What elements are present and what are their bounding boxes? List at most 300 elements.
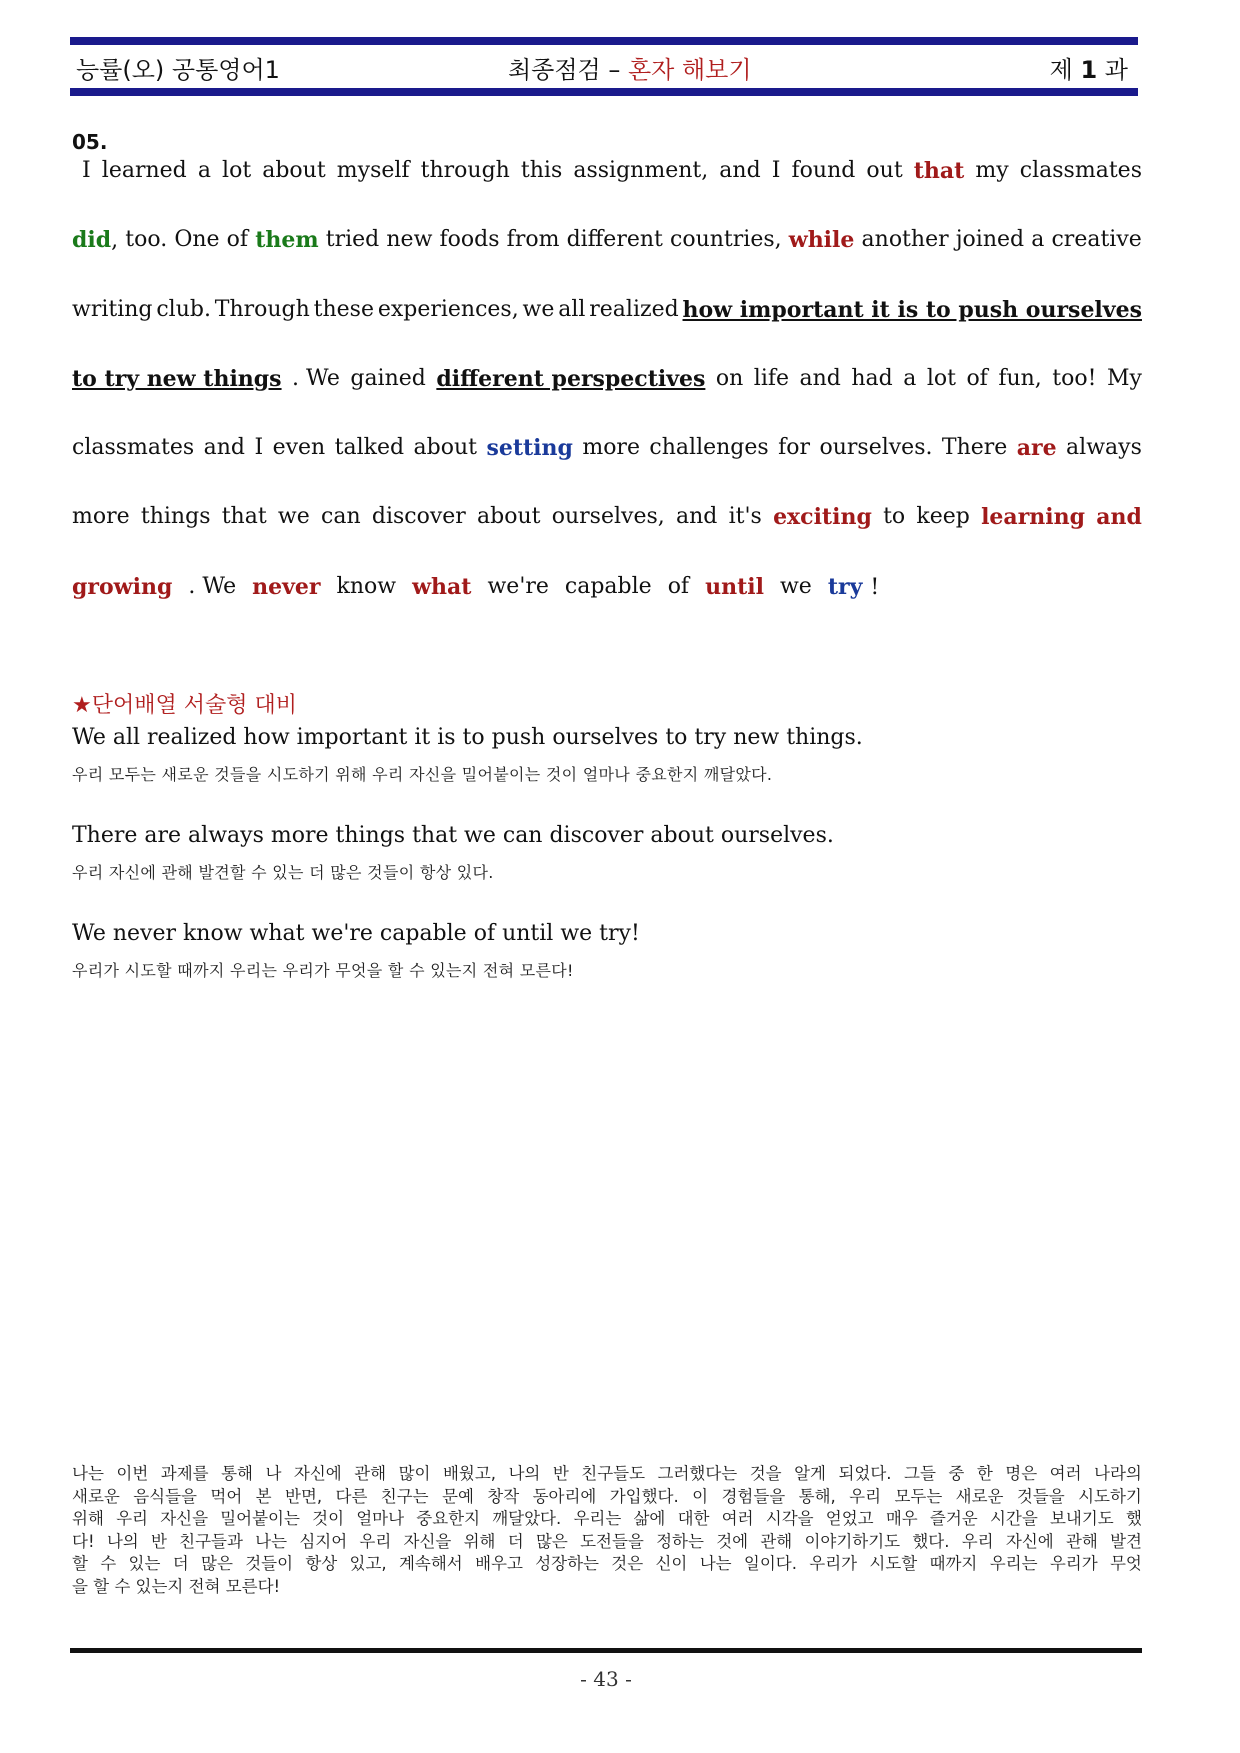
passage-line — [72, 296, 1142, 365]
translation-word: 우리가 — [1049, 1554, 1098, 1573]
word: it's — [728, 504, 762, 530]
translation-word: 우리 — [359, 1531, 392, 1551]
word: myself — [336, 158, 410, 183]
translation-word: 우리가 — [809, 1554, 858, 1573]
passage-word — [222, 503, 267, 572]
translation-word: 자신에 — [1005, 1531, 1054, 1551]
word: about — [477, 504, 541, 530]
translation-word: 깨달았다. — [492, 1509, 562, 1528]
passage-word — [956, 226, 1024, 295]
translation-word: 창작 — [487, 1486, 520, 1506]
highlighted-word: while — [788, 227, 855, 254]
passage-word — [819, 434, 932, 503]
translation-word: 도전들을 — [580, 1531, 644, 1551]
translation-word: 그들 — [904, 1464, 936, 1483]
practice-sentence-2: There are always more things that we can discover about ourselves. — [72, 823, 834, 848]
translation-word: 과제를 — [160, 1464, 209, 1483]
translation-word: 나 — [265, 1464, 282, 1483]
word: too. — [125, 227, 168, 253]
passage-word — [262, 157, 325, 226]
translation-word: 명은 — [1005, 1464, 1038, 1483]
highlighted-word: exciting — [773, 504, 872, 531]
word: talked — [334, 435, 405, 461]
word: my — [975, 158, 1009, 183]
translation-word: 모두는 — [894, 1486, 943, 1506]
question-number: 05. — [72, 130, 108, 154]
translation-word: 나는 — [255, 1531, 288, 1551]
translation-word: 알게 — [794, 1464, 826, 1483]
translation-word: 계속해서 — [398, 1554, 463, 1573]
highlighted-word: learning — [981, 504, 1086, 531]
passage-word — [966, 365, 987, 434]
passage-word — [507, 226, 560, 295]
translation-line — [72, 1531, 1142, 1554]
translation-word: 여러 — [1049, 1464, 1082, 1483]
translation-word: 일이다. — [743, 1554, 797, 1573]
translation-word: 것이 — [312, 1509, 345, 1528]
passage-word — [254, 434, 263, 503]
passage-word — [729, 503, 762, 572]
translation-word: 위해 — [72, 1509, 104, 1528]
passage-word — [188, 573, 244, 642]
word: club. — [156, 296, 211, 322]
passage-word — [414, 434, 477, 503]
passage-word — [942, 434, 1007, 503]
word: fun, — [998, 365, 1042, 391]
passage-word — [778, 434, 810, 503]
translation-word: 대한 — [677, 1509, 710, 1528]
word: One — [174, 227, 220, 253]
word: learned — [101, 158, 187, 183]
translation-word: 관해 — [354, 1464, 387, 1483]
word: lot — [222, 158, 252, 183]
word: and — [719, 158, 761, 183]
passage-word — [174, 226, 219, 295]
passage-word — [378, 296, 519, 365]
header-top-rule — [70, 37, 1138, 45]
passage-word — [141, 503, 211, 572]
word: to — [883, 504, 906, 530]
translation-word: 음식들을 — [133, 1486, 197, 1506]
passage-word — [125, 226, 167, 295]
passage-word — [565, 573, 660, 642]
highlighted-word: never — [252, 573, 321, 600]
translation-word: 위해 — [463, 1531, 496, 1551]
translation-line — [72, 1553, 1142, 1576]
practice-heading: ★단어배열 서술형 대비 — [72, 693, 297, 718]
header-section-accent: 혼자 해보기 — [628, 56, 752, 84]
passage-word — [668, 573, 697, 642]
passage-word — [72, 434, 194, 503]
word: that — [221, 504, 267, 530]
translation-word: 있고, — [349, 1554, 387, 1573]
word: My — [1106, 365, 1142, 391]
passage-word — [1031, 226, 1044, 295]
passage-word — [773, 503, 872, 572]
translation-word: 반 — [552, 1464, 569, 1483]
highlighted-word: growing — [72, 573, 173, 600]
translation-word: 여러 — [721, 1509, 754, 1528]
word: keep — [916, 504, 970, 530]
passage-word — [204, 434, 245, 503]
passage-word — [903, 365, 916, 434]
lesson-suffix: 과 — [1097, 56, 1128, 84]
word: another — [861, 227, 949, 253]
translation-line — [72, 1463, 1142, 1486]
translation-word: 배웠고, — [442, 1464, 496, 1483]
passage-word — [828, 573, 887, 642]
word: assignment, — [573, 158, 709, 183]
translation-line: 을 할 수 있는지 전혀 모른다! — [72, 1576, 281, 1596]
word: capable — [564, 573, 652, 599]
translation-word: 다! — [72, 1531, 95, 1551]
lesson-num: 1 — [1080, 56, 1098, 84]
word: out — [866, 158, 903, 183]
translation-word: 본 — [255, 1486, 272, 1506]
passage-word — [780, 573, 820, 642]
translation-word: 것에 — [716, 1531, 749, 1551]
footer-rule — [70, 1648, 1142, 1653]
translation-word: 통해, — [798, 1486, 836, 1506]
word: a — [1031, 227, 1045, 253]
passage-word — [916, 503, 969, 572]
translation-word: 나는 — [699, 1554, 732, 1573]
passage — [72, 157, 1142, 642]
translation-word: 보내기도 — [1049, 1509, 1114, 1528]
highlighted-word: different perspectives — [436, 365, 706, 392]
passage-word — [337, 157, 410, 226]
translation-word: 관해 — [1065, 1531, 1098, 1551]
practice-translation-1: 우리 모두는 새로운 것들을 시도하기 위해 우리 자신을 밀어붙이는 것이 얼마나 중요한지 깨달았다. — [72, 765, 773, 784]
word: of — [966, 365, 988, 391]
highlighted-word: to try new things — [72, 365, 282, 392]
word: There — [941, 435, 1008, 461]
word: I — [771, 158, 781, 183]
lesson-prefix: 제 — [1049, 56, 1081, 84]
translation-word: 중요한지 — [416, 1509, 481, 1528]
passage-word — [789, 226, 855, 295]
passage-word — [412, 573, 479, 642]
passage-word — [676, 503, 717, 572]
passage-word — [72, 296, 153, 365]
full-translation — [72, 1463, 1142, 1598]
passage-word — [567, 226, 663, 295]
practice-translation-2: 우리 자신에 관해 발견할 수 있는 더 많은 것들이 항상 있다. — [72, 863, 494, 882]
translation-word: 수 — [100, 1554, 117, 1573]
translation-word: 더 — [507, 1531, 524, 1551]
passage-line — [72, 365, 1142, 434]
translation-word: 성장하는 — [535, 1554, 599, 1573]
translation-word: 정하는 — [656, 1531, 704, 1551]
passage-word — [440, 226, 500, 295]
passage-word — [670, 226, 782, 295]
passage-word — [523, 296, 555, 365]
passage-word — [215, 296, 310, 365]
word: of — [226, 227, 249, 253]
translation-word: 항상 — [305, 1554, 338, 1573]
passage-word — [321, 503, 361, 572]
passage-word — [1107, 365, 1142, 434]
translation-word: 더 — [172, 1554, 189, 1573]
header-lesson-number — [1050, 50, 1128, 85]
word: more — [72, 504, 130, 530]
word: about — [413, 435, 477, 461]
word: from — [506, 227, 560, 253]
passage-word — [1066, 434, 1142, 503]
passage-word — [477, 503, 540, 572]
passage-word — [975, 157, 1008, 226]
practice-sentence-1: We all realized how important it is to push ourselves to try new things. — [72, 725, 863, 750]
highlighted-word: are — [1016, 435, 1057, 462]
passage-word — [914, 157, 965, 226]
highlighted-word: them — [255, 227, 319, 254]
translation-word: 한 — [976, 1464, 993, 1483]
word: different — [566, 227, 663, 253]
translation-word: 했다. — [912, 1531, 950, 1551]
passage-word — [772, 157, 781, 226]
translation-word: 밀어붙이는 — [220, 1509, 300, 1528]
translation-word: 이야기하기도 — [804, 1531, 901, 1551]
translation-word: 무엇 — [1109, 1554, 1142, 1573]
word: Through — [214, 296, 310, 322]
word: classmates — [72, 435, 195, 461]
translation-word: 중 — [948, 1464, 965, 1483]
translation-word: 많이 — [398, 1464, 431, 1483]
passage-word — [705, 573, 772, 642]
word: a — [197, 158, 211, 183]
word: found — [791, 158, 856, 183]
translation-word: 이번 — [116, 1464, 149, 1483]
passage-word — [372, 503, 466, 572]
word: ourselves, — [551, 504, 665, 530]
page-number: - 43 - — [580, 1667, 632, 1691]
word: tried — [325, 227, 380, 253]
passage-line — [72, 226, 1142, 295]
passage-word — [278, 503, 310, 572]
word: things — [140, 504, 211, 530]
word: I — [82, 158, 91, 183]
passage-word — [582, 434, 640, 503]
passage-word — [72, 365, 282, 434]
word: classmates — [1019, 158, 1142, 183]
word: we're — [487, 573, 549, 599]
translation-word: 것을 — [749, 1464, 782, 1483]
header-textbook-title: 능률(오) 공통영어1 — [76, 56, 280, 84]
translation-word: 시도할 — [869, 1554, 918, 1573]
passage-word — [573, 157, 708, 226]
translation-word: 우리 — [849, 1486, 882, 1506]
translation-word: 때까지 — [929, 1554, 978, 1573]
highlighted-word: try — [827, 573, 863, 600]
word: this — [520, 158, 563, 183]
translation-word: 것들이 — [245, 1554, 294, 1573]
passage-word — [335, 434, 404, 503]
passage-line — [72, 157, 1142, 226]
word: even — [272, 435, 326, 461]
word: and — [799, 365, 841, 391]
translation-word: 자신에 — [293, 1464, 342, 1483]
passage-word — [72, 226, 118, 295]
passage-word — [1096, 503, 1142, 572]
translation-word: 우리는 — [989, 1554, 1038, 1573]
passage-word — [292, 365, 340, 434]
word: . We — [292, 365, 340, 391]
passage-word — [421, 157, 510, 226]
word: we — [522, 296, 555, 322]
translation-word: 얼마나 — [356, 1509, 405, 1528]
passage-word — [1052, 365, 1096, 434]
word: know — [336, 573, 397, 599]
word: realized — [589, 296, 679, 322]
passage-word — [156, 296, 211, 365]
translation-word: 통해 — [221, 1464, 253, 1483]
word: experiences, — [377, 296, 519, 322]
highlighted-word: did — [72, 227, 112, 254]
word: for — [778, 435, 811, 461]
passage-word — [754, 365, 789, 434]
passage-word — [326, 226, 380, 295]
translation-word: 반 — [150, 1531, 167, 1551]
word: gained — [350, 365, 426, 391]
practice-sentence-3: We never know what we're capable of until we try! — [72, 921, 640, 946]
word: had — [851, 365, 893, 391]
translation-word: 되었다. — [838, 1464, 892, 1483]
passage-word — [436, 365, 705, 434]
translation-word: 나는 — [72, 1464, 104, 1483]
translation-word: 신이 — [655, 1554, 688, 1573]
translation-word: 발견 — [1110, 1531, 1142, 1551]
passage-line — [72, 503, 1142, 572]
passage-word — [558, 296, 585, 365]
word: I — [254, 435, 264, 461]
translation-word: 나라의 — [1094, 1464, 1142, 1483]
highlighted-word: how important it is to push ourselves — [682, 296, 1142, 323]
passage-word — [337, 573, 405, 642]
word: can — [321, 504, 361, 530]
passage-word — [792, 157, 856, 226]
translation-word: 자신을 — [403, 1531, 452, 1551]
translation-word: 것은 — [611, 1554, 644, 1573]
highlighted-word: that — [913, 158, 965, 184]
translation-line — [72, 1486, 1142, 1509]
passage-line — [72, 434, 1142, 503]
word: more — [582, 435, 640, 461]
translation-word: 이 — [692, 1486, 709, 1506]
translation-word: 나의 — [508, 1464, 541, 1483]
word: of — [667, 573, 690, 599]
translation-word: 매우 — [885, 1509, 918, 1528]
passage-word — [386, 226, 432, 295]
passage-word — [862, 226, 949, 295]
page-header — [70, 48, 1138, 86]
word: ! — [870, 574, 880, 600]
passage-word — [1051, 226, 1141, 295]
word: we — [277, 504, 310, 530]
passage-word — [1017, 434, 1057, 503]
highlighted-word: setting — [486, 435, 573, 462]
header-bottom-rule — [70, 88, 1138, 96]
translation-word: 나의 — [106, 1531, 139, 1551]
passage-word — [521, 157, 562, 226]
passage-word — [589, 296, 678, 365]
translation-word: 삶에 — [633, 1509, 666, 1528]
word: and — [676, 504, 718, 530]
passage-line — [72, 573, 1142, 642]
translation-word: 경험들을 — [721, 1486, 786, 1506]
translation-word: 시각을 — [765, 1509, 814, 1528]
passage-word — [683, 296, 1142, 365]
translation-word: 우리 — [116, 1509, 148, 1528]
header-section-prefix: 최종점검 – — [508, 56, 628, 84]
word: countries, — [670, 227, 782, 253]
translation-word: 친구는 — [380, 1486, 429, 1506]
highlighted-word: what — [412, 573, 472, 600]
passage-word — [1020, 157, 1142, 226]
passage-word — [314, 296, 374, 365]
translation-word: 새로운 — [955, 1486, 1004, 1506]
translation-word: 즐거운 — [929, 1509, 978, 1528]
passage-word — [719, 157, 760, 226]
passage-word — [222, 157, 251, 226]
translation-word: 우리 — [961, 1531, 994, 1551]
passage-word — [866, 157, 902, 226]
translation-word: 배우고 — [475, 1554, 523, 1573]
word: always — [1066, 435, 1142, 461]
translation-word: 시간을 — [989, 1509, 1038, 1528]
word: a — [903, 365, 917, 391]
passage-word — [102, 157, 187, 226]
translation-word: 얻었고 — [825, 1509, 874, 1528]
translation-word: 심지어 — [299, 1531, 348, 1551]
passage-word — [227, 226, 248, 295]
word: creative — [1051, 227, 1142, 253]
word: challenges — [649, 435, 769, 461]
word: foods — [439, 227, 500, 253]
translation-word: 있는 — [128, 1554, 161, 1573]
word: . We — [188, 573, 237, 599]
passage-word — [851, 365, 892, 434]
highlighted-word: and — [1096, 504, 1142, 531]
passage-word — [649, 434, 768, 503]
translation-word: 반면, — [285, 1486, 323, 1506]
translation-word: 먹어 — [210, 1486, 243, 1506]
passage-word — [883, 503, 905, 572]
passage-word — [800, 365, 841, 434]
word: about — [262, 158, 326, 183]
translation-word: 동아리에 — [532, 1486, 597, 1506]
highlighted-word: until — [705, 573, 764, 600]
word: lot — [926, 365, 956, 391]
translation-word: 친구들과 — [179, 1531, 243, 1551]
word: joined — [955, 227, 1025, 253]
word: life — [753, 365, 790, 391]
translation-word: 자신을 — [160, 1509, 209, 1528]
passage-word — [198, 157, 211, 226]
word: discover — [371, 504, 466, 530]
translation-word: 새로운 — [72, 1486, 120, 1506]
translation-word: 할 — [72, 1554, 88, 1573]
translation-word: 시도하기 — [1078, 1486, 1142, 1506]
word: on — [715, 365, 744, 391]
translation-word: 많은 — [201, 1554, 233, 1573]
word: new — [386, 227, 433, 253]
passage-word — [252, 573, 328, 642]
practice-translation-3: 우리가 시도할 때까지 우리는 우리가 무엇을 할 수 있는지 전혀 모른다! — [72, 961, 574, 980]
passage-word — [927, 365, 956, 434]
word: these — [313, 296, 374, 322]
word: through — [420, 158, 510, 183]
translation-word: 가입했다. — [609, 1486, 679, 1506]
